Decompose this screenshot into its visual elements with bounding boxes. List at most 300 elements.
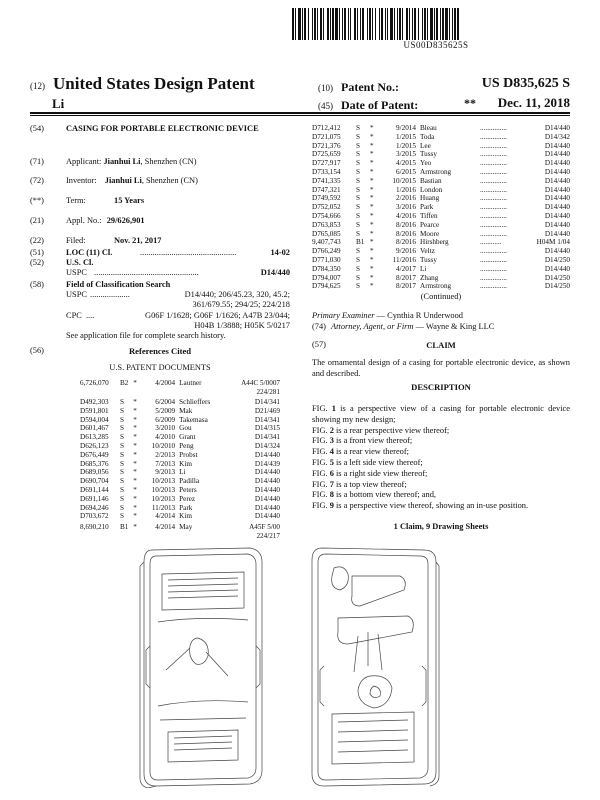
leader-dots: ............... xyxy=(480,176,507,185)
field-code: (71) xyxy=(30,157,44,166)
loc-class-value: 14-02 xyxy=(270,248,290,257)
date-stars: ** xyxy=(464,96,476,110)
reference-row xyxy=(80,379,280,388)
bibliographic-fields xyxy=(30,124,290,354)
leader-dots: ............... xyxy=(480,264,507,273)
reference-inventor: Park xyxy=(179,503,193,512)
reference-number: D685,376 xyxy=(80,459,109,468)
reference-star: * xyxy=(370,238,374,247)
reference-kind: S xyxy=(356,194,360,203)
leader-dots: ................... xyxy=(90,290,130,299)
reference-class: D14/440 xyxy=(254,485,281,494)
term-value: 15 Years xyxy=(114,196,145,205)
reference-row xyxy=(80,495,280,504)
reference-inventor: Toda xyxy=(420,132,435,141)
reference-date: 1/2015 xyxy=(396,141,416,150)
reference-kind: S xyxy=(356,211,360,220)
reference-kind: S xyxy=(119,503,124,512)
reference-inventor: Probst xyxy=(179,450,198,459)
reference-class: D14/341 xyxy=(254,433,281,442)
reference-class: D14/440 xyxy=(544,247,570,256)
applicant-field xyxy=(30,157,290,167)
patent-number-row xyxy=(318,78,570,96)
reference-star: * xyxy=(133,450,137,459)
filed-date: Nov. 21, 2017 xyxy=(114,236,162,245)
leader-dots: ............... xyxy=(480,282,507,291)
reference-inventor: Huang xyxy=(420,194,440,203)
reference-date: 2/2013 xyxy=(155,450,176,459)
barcode xyxy=(292,8,580,40)
leader-dots: .................................................. xyxy=(94,268,199,277)
reference-star: * xyxy=(370,167,374,176)
leader-dots: .... xyxy=(85,311,95,320)
reference-date: 5/2009 xyxy=(155,406,176,415)
reference-number: D690,704 xyxy=(80,477,109,486)
figure-text: is a left side view thereof; xyxy=(333,457,423,467)
loc-class-field xyxy=(30,248,290,258)
reference-row xyxy=(312,256,570,265)
reference-row xyxy=(312,265,570,274)
reference-class: D14/440 xyxy=(544,211,570,220)
reference-kind: S xyxy=(356,229,360,238)
reference-class-secondary: 224/281 xyxy=(256,387,280,396)
reference-kind: S xyxy=(356,124,360,132)
figure-number: 9 xyxy=(329,501,334,511)
reference-star: * xyxy=(133,477,137,486)
us-class-label: U.S. Cl. xyxy=(66,258,94,267)
figure-description xyxy=(312,436,570,447)
reference-number: D754,666 xyxy=(312,211,341,220)
reference-inventor: Zhang xyxy=(420,273,439,282)
reference-class: D14/250 xyxy=(544,255,570,264)
reference-date: 7/2013 xyxy=(155,459,176,468)
figure-prefix: FIG. xyxy=(312,457,330,467)
reference-date: 3/2015 xyxy=(396,150,416,159)
leader-dots: ............... xyxy=(480,220,507,229)
applicant-name: Jianhui Li xyxy=(103,157,141,166)
leader-dots: ............ xyxy=(480,238,502,247)
reference-date: 6/2009 xyxy=(155,415,176,424)
reference-number: D733,154 xyxy=(312,167,341,176)
loc-class-label: LOC (11) Cl. xyxy=(66,248,113,257)
patent-number-code: (10) xyxy=(318,83,333,93)
reference-date: 10/2013 xyxy=(151,477,176,486)
figure-text: is a perspective view of a casing for portable electronic device showing my new design; xyxy=(312,404,570,424)
reference-class: D14/440 xyxy=(544,185,570,194)
leader-dots: ............... xyxy=(480,247,507,256)
reference-star: * xyxy=(133,512,137,521)
reference-kind: S xyxy=(356,167,360,176)
reference-row xyxy=(312,221,570,230)
reference-number: D712,412 xyxy=(312,124,341,132)
figure-description xyxy=(312,426,570,437)
figure-description xyxy=(312,404,570,426)
figure-list xyxy=(312,404,570,512)
reference-date: 3/2016 xyxy=(396,203,416,212)
references-continued: (Continued) xyxy=(420,292,462,301)
reference-date: 9/2016 xyxy=(396,247,416,256)
reference-date: 8/2017 xyxy=(396,282,416,291)
reference-kind: S xyxy=(119,477,124,486)
figure-description xyxy=(312,469,570,480)
reference-kind: S xyxy=(119,406,124,415)
leader-dots: ............... xyxy=(480,124,507,132)
reference-star: * xyxy=(133,485,137,494)
header-left xyxy=(30,74,255,94)
reference-class: D14/440 xyxy=(544,194,570,203)
term-label: Term: xyxy=(66,196,86,205)
leader-dots: ............... xyxy=(480,273,507,282)
claim-text: The ornamental design of a casing for portable electronic device, as shown and described. xyxy=(312,358,570,378)
field-code: (51) xyxy=(30,248,44,257)
reference-number: D794,625 xyxy=(312,282,341,291)
reference-list-b xyxy=(312,124,570,291)
leader-dots: ............... xyxy=(480,185,507,194)
inventor-location: , Shenzhen (CN) xyxy=(141,176,198,185)
reference-star: * xyxy=(370,273,374,282)
search-cpc xyxy=(66,311,290,321)
leader-dots: ............... xyxy=(480,167,507,176)
reference-inventor: Lautner xyxy=(179,379,202,387)
reference-number: D727,917 xyxy=(312,159,341,168)
field-code: (74) xyxy=(312,322,326,331)
reference-kind: S xyxy=(356,185,360,194)
reference-date: 10/2015 xyxy=(392,176,416,185)
search-uspc-label: USPC xyxy=(66,290,87,299)
reference-kind: S xyxy=(356,159,360,168)
applicant-location: , Shenzhen (CN) xyxy=(140,157,197,166)
reference-number: D613,285 xyxy=(80,433,109,442)
figure-text: is a rear view thereof; xyxy=(333,447,409,457)
reference-inventor: Li xyxy=(420,264,427,273)
figure-prefix: FIG. xyxy=(312,479,330,489)
reference-inventor: Padilla xyxy=(179,477,200,486)
leader-dots: ............... xyxy=(480,255,507,264)
reference-class: D14/440 xyxy=(544,203,570,212)
reference-class: A45F 5/00 xyxy=(249,523,281,531)
figure-description xyxy=(312,490,570,501)
attorney-dash: — xyxy=(413,322,426,331)
reference-star: * xyxy=(370,194,374,203)
header-rule xyxy=(30,112,570,114)
patent-number: US D835,625 S xyxy=(481,76,570,91)
reference-row xyxy=(312,159,570,168)
leader-dots: ............... xyxy=(480,194,507,203)
reference-row xyxy=(80,523,280,532)
examiner-line xyxy=(312,311,570,321)
reference-number: D703,672 xyxy=(80,512,109,521)
reference-date: 1/2015 xyxy=(396,132,416,141)
reference-number: D794,007 xyxy=(312,273,341,282)
figure-number: 8 xyxy=(329,490,334,500)
reference-date: 6/2004 xyxy=(155,398,176,406)
patent-date: Dec. 11, 2018 xyxy=(497,95,570,110)
search-cpc-line1: G06F 1/1628; G06F 1/1626; A47B 23/044; xyxy=(145,311,290,320)
reference-class: D14/440 xyxy=(254,503,281,512)
reference-row xyxy=(80,486,280,495)
reference-first xyxy=(80,379,280,397)
search-field xyxy=(30,280,290,290)
inventor-field xyxy=(30,176,290,186)
reference-row xyxy=(312,247,570,256)
reference-kind: S xyxy=(356,176,360,185)
reference-kind: S xyxy=(356,141,360,150)
reference-star: * xyxy=(133,406,137,415)
reference-star: * xyxy=(370,247,374,256)
figure-prefix: FIG. xyxy=(312,436,330,446)
reference-inventor: May xyxy=(179,523,193,531)
leader-dots: ............... xyxy=(480,141,507,150)
reference-kind: B1 xyxy=(119,523,129,531)
search-uspc-line1: D14/440; 206/45.23, 320, 45.2; xyxy=(184,290,290,299)
reference-kind: B1 xyxy=(356,238,365,247)
barcode-number: US00D835625S xyxy=(403,40,469,50)
reference-class: D14/324 xyxy=(254,441,281,450)
reference-date: 11/2016 xyxy=(392,255,416,264)
reference-row xyxy=(80,468,280,477)
title-field xyxy=(30,124,290,134)
reference-date: 8/2016 xyxy=(396,220,416,229)
reference-kind: S xyxy=(356,264,360,273)
reference-row xyxy=(80,442,280,451)
reference-class: D14/341 xyxy=(254,398,281,406)
reference-list-a xyxy=(80,398,280,521)
reference-row xyxy=(312,177,570,186)
reference-number: D492,303 xyxy=(80,398,109,406)
reference-class: D14/440 xyxy=(544,176,570,185)
reference-kind: S xyxy=(119,433,124,442)
reference-date: 4/2010 xyxy=(155,433,176,442)
reference-last xyxy=(80,523,280,541)
reference-date: 4/2016 xyxy=(396,211,416,220)
reference-class: D14/440 xyxy=(254,450,281,459)
barcode-bar xyxy=(459,8,461,40)
reference-number: D765,085 xyxy=(312,229,341,238)
reference-row xyxy=(80,424,280,433)
reference-row xyxy=(312,203,570,212)
reference-date: 8/2017 xyxy=(396,273,416,282)
uspc-line xyxy=(66,268,290,278)
leader-dots: ............... xyxy=(480,150,507,159)
reference-class: D14/342 xyxy=(544,132,570,141)
reference-inventor: Hirshberg xyxy=(420,238,449,247)
reference-inventor: Armstrong xyxy=(420,282,452,291)
reference-row xyxy=(312,238,570,247)
figure-number: 5 xyxy=(329,457,334,467)
reference-number: D725,659 xyxy=(312,150,341,159)
uspc-value: D14/440 xyxy=(260,268,290,277)
reference-kind: S xyxy=(356,203,360,212)
leader-dots: .............................................. xyxy=(140,248,237,257)
reference-inventor: Tussy xyxy=(420,255,437,264)
reference-inventor: Tiffen xyxy=(420,211,438,220)
reference-date: 9/2014 xyxy=(396,124,416,132)
reference-number: D771,030 xyxy=(312,255,341,264)
claim-section xyxy=(312,340,570,379)
filed-label: Filed: xyxy=(66,236,86,245)
description-section xyxy=(312,382,570,532)
reference-class: D14/440 xyxy=(544,141,570,150)
reference-number: D784,350 xyxy=(312,264,341,273)
figure-description xyxy=(312,458,570,469)
reference-star: * xyxy=(133,468,137,477)
reference-class: A44C 5/0007 xyxy=(241,379,281,387)
reference-date: 3/2010 xyxy=(155,424,176,433)
reference-row xyxy=(312,230,570,239)
reference-inventor: Pearce xyxy=(420,220,440,229)
figure-prefix: FIG. xyxy=(312,501,330,511)
figure-text: is a perspective view thereof, showing an in-use position. xyxy=(333,501,529,511)
figure-prefix: FIG. xyxy=(312,490,330,500)
reference-row xyxy=(312,142,570,151)
reference-row xyxy=(80,477,280,486)
figure-description xyxy=(312,480,570,491)
reference-star: * xyxy=(370,150,374,159)
reference-class-secondary: 224/217 xyxy=(256,531,280,540)
reference-inventor: Grant xyxy=(179,433,196,442)
leader-dots: ............... xyxy=(480,159,507,168)
field-code: (57) xyxy=(312,340,326,349)
term-field xyxy=(30,196,290,206)
rear-perspective-drawing xyxy=(308,546,440,788)
reference-number: D766,249 xyxy=(312,247,341,256)
reference-star: * xyxy=(133,503,137,512)
field-code: (52) xyxy=(30,258,44,267)
reference-row xyxy=(312,274,570,283)
references-header xyxy=(30,346,290,373)
reference-star: * xyxy=(370,211,374,220)
figure-prefix: FIG. xyxy=(312,404,332,413)
reference-row xyxy=(312,124,570,133)
reference-row xyxy=(80,460,280,469)
examiner-label: Primary Examiner xyxy=(312,311,375,320)
reference-inventor: Moore xyxy=(420,229,440,238)
reference-class: D14/315 xyxy=(254,424,281,433)
invention-title: CASING FOR PORTABLE ELECTRONIC DEVICE xyxy=(66,124,259,133)
search-cpc-label: CPC xyxy=(66,311,82,320)
search-history-note: See application file for complete search history. xyxy=(66,331,226,340)
search-uspc xyxy=(66,290,290,300)
figure-number: 6 xyxy=(329,468,334,478)
reference-inventor: Park xyxy=(420,203,434,212)
reference-inventor: Bastian xyxy=(420,176,442,185)
claim-summary: 1 Claim, 9 Drawing Sheets xyxy=(393,521,489,531)
figure-text: is a right side view thereof; xyxy=(333,468,428,478)
reference-date: 4/2017 xyxy=(396,264,416,273)
reference-class: D21/469 xyxy=(254,406,281,415)
reference-number: 6,726,070 xyxy=(80,379,109,387)
figure-text: is a top view thereof; xyxy=(333,479,407,489)
patent-number-label: Patent No.: xyxy=(341,80,399,94)
reference-number: D594,004 xyxy=(80,415,109,424)
reference-inventor: Li xyxy=(179,468,186,477)
reference-class: D14/440 xyxy=(254,494,281,503)
field-code: (**) xyxy=(30,196,44,205)
inventor-surname-line xyxy=(52,95,64,113)
search-cpc-2: H04B 1/3888; H05K 5/0217 xyxy=(194,321,290,330)
reference-number: D749,592 xyxy=(312,194,341,203)
reference-star: * xyxy=(370,176,374,185)
reference-inventor: Lee xyxy=(420,141,431,150)
reference-star: * xyxy=(370,141,374,150)
reference-star: * xyxy=(370,282,374,291)
filed-field xyxy=(30,236,290,246)
reference-row xyxy=(312,282,570,291)
examiner-name: Cynthia R Underwood xyxy=(387,311,463,320)
search-uspc-2: 361/679.55; 294/25; 224/218 xyxy=(192,300,290,309)
reference-row xyxy=(80,504,280,513)
application-number: 29/626,901 xyxy=(106,216,145,225)
reference-row xyxy=(312,168,570,177)
reference-kind: S xyxy=(119,424,124,433)
reference-row xyxy=(312,133,570,142)
reference-row xyxy=(80,407,280,416)
leader-dots: ............... xyxy=(480,229,507,238)
reference-row xyxy=(80,451,280,460)
field-code: (54) xyxy=(30,124,44,133)
reference-kind: S xyxy=(119,398,124,406)
reference-date: 4/2015 xyxy=(396,159,416,168)
figure-number: 3 xyxy=(329,436,334,446)
reference-row xyxy=(80,512,280,521)
uspc-label: USPC xyxy=(66,268,87,277)
figure-prefix: FIG. xyxy=(312,425,330,435)
reference-kind: S xyxy=(356,273,360,282)
field-code: (56) xyxy=(30,346,44,355)
reference-number: D626,123 xyxy=(80,441,109,450)
reference-inventor: Takemasa xyxy=(179,415,208,424)
reference-star: * xyxy=(370,229,374,238)
reference-star: * xyxy=(370,220,374,229)
reference-star: * xyxy=(370,132,374,141)
search-field-label: Field of Classification Search xyxy=(66,280,171,289)
reference-kind: S xyxy=(356,282,360,291)
reference-class: D14/440 xyxy=(544,229,570,238)
reference-class: D14/341 xyxy=(254,415,281,424)
figure-number: 1 xyxy=(331,404,336,413)
reference-star: * xyxy=(133,424,137,433)
reference-number: D691,144 xyxy=(80,485,109,494)
reference-row xyxy=(312,186,570,195)
reference-class: D14/440 xyxy=(544,159,570,168)
reference-row xyxy=(80,398,280,407)
reference-inventor: Bleau xyxy=(420,124,437,132)
figure-text: is a rear perspective view thereof; xyxy=(333,425,450,435)
reference-class: D14/440 xyxy=(254,477,281,486)
reference-number: D591,801 xyxy=(80,406,109,415)
attorney-line xyxy=(312,322,570,332)
leader-dots: ............... xyxy=(480,211,507,220)
figure-prefix: FIG. xyxy=(312,468,330,478)
reference-date: 4/2004 xyxy=(155,379,176,387)
figure-text: is a front view thereof; xyxy=(333,436,413,446)
reference-kind: B2 xyxy=(119,379,129,387)
reference-row xyxy=(312,194,570,203)
claim-title: CLAIM xyxy=(426,340,456,350)
examiner-dash: — xyxy=(374,311,388,320)
reference-star: * xyxy=(370,203,374,212)
kind-code: (12) xyxy=(30,81,45,91)
reference-star: * xyxy=(370,159,374,168)
figure-description xyxy=(312,447,570,458)
figure-number: 4 xyxy=(329,447,334,457)
attorney-label: Attorney, Agent, or Firm xyxy=(331,322,414,331)
reference-number: D721,075 xyxy=(312,132,341,141)
reference-date: 4/2014 xyxy=(155,512,176,521)
reference-date: 1/2016 xyxy=(396,185,416,194)
header-rule-thin xyxy=(30,115,570,116)
reference-kind: S xyxy=(356,220,360,229)
